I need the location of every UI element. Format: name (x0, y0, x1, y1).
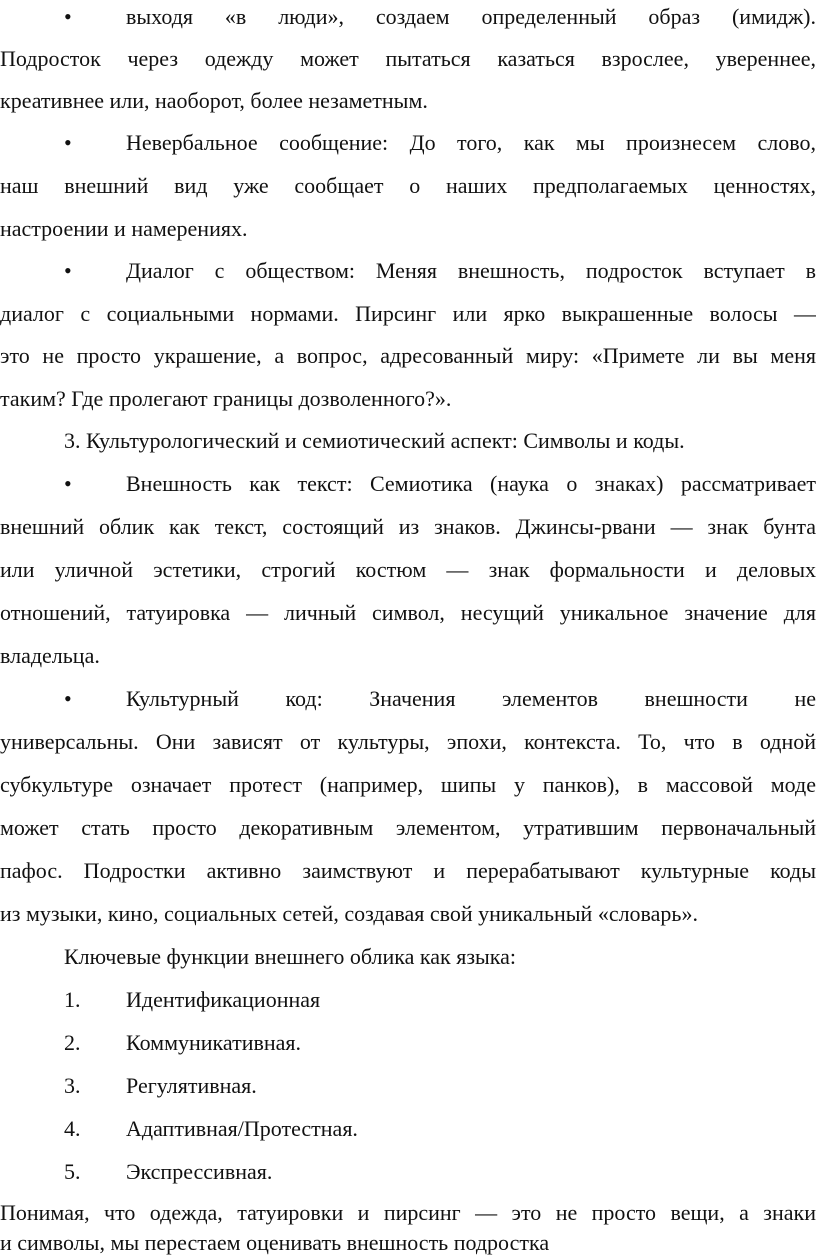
bullet-icon: • (64, 471, 72, 496)
paragraph-line: Диалог с обществом: Меняя внешность, подросток вступает в (126, 258, 816, 283)
paragraph-line: Внешность как текст: Семиотика (наука о знаках) рассматривает (126, 471, 816, 496)
paragraph-line: это не просто украшение, а вопрос, адресованный миру: «Примете ли вы меня (0, 343, 816, 368)
paragraph-line: Культурный код: Значения элементов внешности не (126, 686, 816, 711)
paragraph-line: Невербальное сообщение: До того, как мы произнесем слово, (126, 130, 816, 155)
list-item-text: Адаптивная/Протестная. (126, 1116, 358, 1141)
paragraph-line: пафос. Подростки активно заимствуют и перерабатывают культурные коды (0, 858, 816, 883)
paragraph-line: субкультуре означает протест (например, шипы у панков), в массовой моде (0, 772, 816, 797)
paragraph-line: внешний облик как текст, состоящий из знаков. Джинсы-рвани — знак бунта (0, 514, 816, 539)
paragraph-line: Подросток через одежду может пытаться казаться взрослее, увереннее, (0, 46, 816, 71)
bullet-icon: • (64, 258, 72, 283)
bullet-icon: • (64, 4, 72, 29)
list-item-text: Экспрессивная. (126, 1159, 273, 1184)
bullet-icon: • (64, 686, 72, 711)
list-number: 2. (64, 1030, 81, 1055)
paragraph-line: выходя «в люди», создаем определенный образ (имидж). (126, 4, 816, 29)
paragraph-line: может стать просто декоративным элементом, утратившим первоначальный (0, 815, 816, 840)
paragraph-line: креативнее или, наоборот, более незаметным. (0, 88, 428, 113)
paragraph-line: диалог с социальными нормами. Пирсинг или ярко выкрашенные волосы — (0, 301, 816, 326)
paragraph-line: или уличной эстетики, строгий костюм — знак формальности и деловых (0, 557, 816, 582)
list-item-text: Регулятивная. (126, 1073, 257, 1098)
paragraph-line: отношений, татуировка — личный символ, несущий уникальное значение для (0, 600, 816, 625)
bullet-icon: • (64, 130, 72, 155)
paragraph-line: универсальны. Они зависят от культуры, эпохи, контекста. То, что в одной (0, 729, 816, 754)
paragraph-line: Понимая, что одежда, татуировки и пирсинг — это не просто вещи, а знаки (0, 1200, 816, 1225)
paragraph-line: и символы, мы перестаем оценивать внешность подростка (0, 1230, 550, 1255)
list-number: 3. (64, 1073, 81, 1098)
list-number: 5. (64, 1159, 81, 1184)
section-heading: 3. Культурологический и семиотический аспект: Символы и коды. (64, 428, 685, 453)
list-item-text: Коммуникативная. (126, 1030, 302, 1055)
list-title: Ключевые функции внешнего облика как языка: (64, 944, 517, 969)
paragraph-line: таким? Где пролегают границы дозволенного?». (0, 386, 452, 411)
list-number: 4. (64, 1116, 81, 1141)
paragraph-line: наш внешний вид уже сообщает о наших предполагаемых ценностях, (0, 173, 816, 198)
list-number: 1. (64, 987, 81, 1012)
paragraph-line: настроении и намерениях. (0, 216, 248, 241)
list-item-text: Идентификационная (126, 987, 321, 1012)
paragraph-line: владельца. (0, 643, 100, 668)
paragraph-line: из музыки, кино, социальных сетей, создавая свой уникальный «словарь». (0, 901, 698, 926)
